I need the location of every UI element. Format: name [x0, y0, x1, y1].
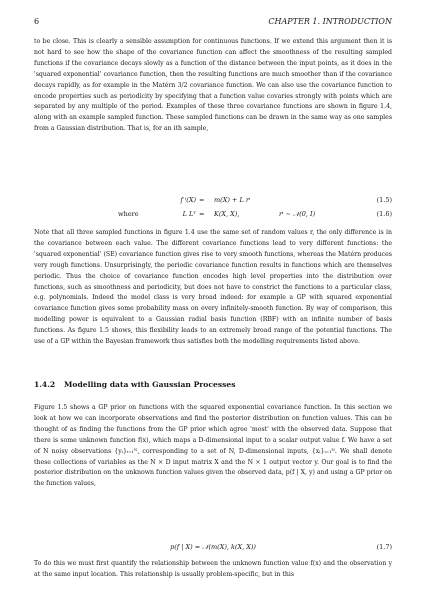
- equation-lhs: f ⁱ(X): [180, 196, 196, 204]
- paragraph-covariance-smoothness: [34, 37, 392, 135]
- paragraph-text: Figure 1.5 shows a GP prior on functions with the squared exponential covariance function. In this section we look at how we can incorporate observations and find the posterior distribution on function values. This can be thought of as finding the functions from the GP prior which agree 'most' with the observed data. Suppose that there is some unknown function f(x), which maps a D-dimensional input to a scalar output value f. We have a set of N noisy observations {yᵢ}ᵢ₌₁ᴺ, corresponding to a set of N, D-dimensional inputs, {xᵢ}ᵢ₌₁ᴺ. We shall denote these collections of variables as the N × D input matrix X and the N × 1 output vector y. Our goal is to find the posterior distribution on the unknown function values given the observed data, p(f | X, y) and using a GP prior on the function values,: [34, 404, 392, 488]
- equation-rhs: m(X) + L rⁱ: [214, 196, 251, 204]
- section-heading: [34, 380, 235, 389]
- section-number: 1.4.2: [34, 380, 56, 389]
- page-number: 6: [34, 17, 40, 26]
- equation-lhs: L Lᵀ: [182, 210, 196, 218]
- section-title: Modelling data with Gaussian Processes: [64, 380, 236, 389]
- where-label: where: [118, 210, 139, 218]
- equation-number: (1.6): [376, 210, 392, 218]
- equation-body: p(f | X) = 𝒩(m(X), k(X, X)): [170, 543, 256, 551]
- paragraph-observation-relation: [34, 559, 392, 581]
- paragraph-text: Note that all three sampled functions in figure 1.4 use the same set of random values r, the only difference is in the covariance between each value. The different covariance functions lead to very different functions: the 'squared exponential' (SE) covariance function gives rise to very smooth functions, whereas the Matérn produces very rough functions. Unsurprisingly, the periodic covariance function results in functions which are themselves periodic. Thus the choice of covariance function encodes high level properties into the distribution over functions, such as smoothness and periodicity, but does not have to constrict the functions to a particular class, e.g. polynomials. Indeed the model class is very broad indeed: for example a GP with squared exponential covariance function gives some probability mass on every infinitely-smooth function. By way of comparison, this modelling power is equivalent to a Gaussian radial basis function (RBF) with an infinite number of basis functions. As figure 1.5 shows, this flexibility leads to an extremely broad range of the potential functions. The use of a GP within the Bayesian framework thus satisfies both the modelling requirements listed above.: [34, 229, 392, 346]
- equation-rhs: K(X, X),: [214, 210, 240, 218]
- equation-1-6: [34, 210, 392, 222]
- running-chapter-title: CHAPTER 1. INTRODUCTION: [268, 17, 392, 26]
- equals-sign: =: [199, 210, 205, 218]
- paragraph-sampled-functions: [34, 228, 392, 348]
- equation-rhs-random: rⁱ ∼ 𝒩(0, I): [279, 210, 316, 218]
- paragraph-text: To do this we must first quantify the relationship between the unknown function value f(x) and the observation y at the same input location. This relationship is usually problem-specific, but in this: [34, 560, 392, 578]
- equation-number: (1.7): [376, 543, 392, 551]
- equation-number: (1.5): [376, 196, 392, 204]
- page-header: [34, 17, 392, 29]
- equals-sign: =: [199, 196, 205, 204]
- paragraph-gp-prior: [34, 403, 392, 490]
- equation-1-7: [34, 543, 392, 555]
- paragraph-text: to be close. This is clearly a sensible assumption for continuous functions. If we extend this argument then it is not hard to see how the shape of the covariance function can affect the smoothness of the resulting sampled functions if the covariance decays slowly as a function of the distance between the input points, as it does in the 'squared exponential' covariance function, then the resulting functions are much smoother than if the covariance decays rapidly, as for example in the Matérn 3/2 covariance function. We can also use the covariance function to encode properties such as periodicity by specifying that a function value covaries strongly with points which are separated by any multiple of the period. Examples of these three covariance functions are shown in figure 1.4, along with an example sampled function. These sampled functions can be drawn in the same way as one samples from a Gaussian distribution. That is, for an ith sample,: [34, 38, 392, 133]
- equation-1-5: [34, 196, 392, 208]
